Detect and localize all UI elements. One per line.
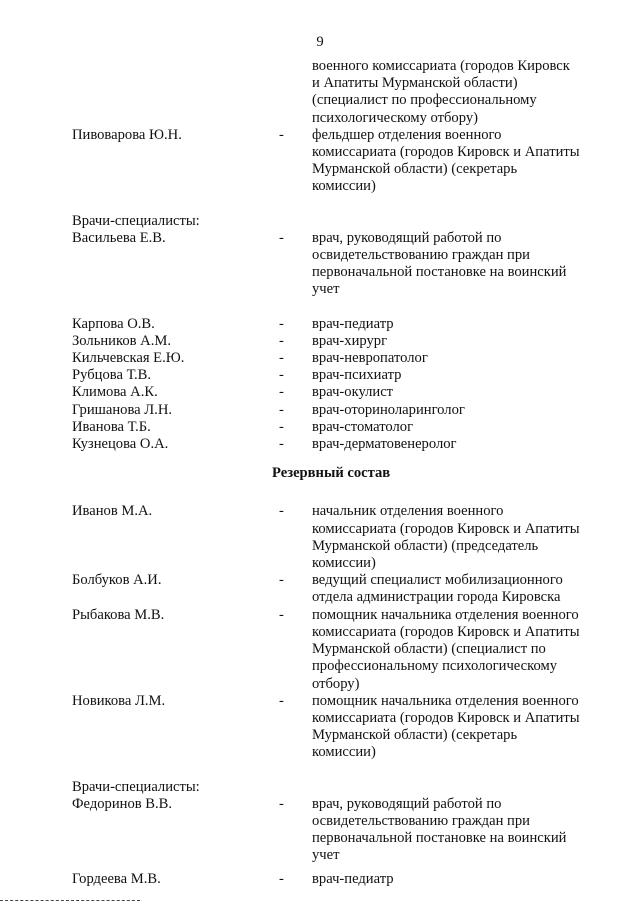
member-name: Кильчевская Е.Ю. bbox=[72, 350, 185, 367]
member-name: Гришанова Л.Н. bbox=[72, 401, 173, 418]
doctor-row bbox=[72, 367, 602, 384]
doctor-row bbox=[72, 871, 602, 888]
member-dash: - bbox=[279, 126, 284, 143]
member-name: Иванова Т.Б. bbox=[72, 418, 151, 435]
reserve-section-title: Резервный состав bbox=[272, 465, 391, 482]
member-row bbox=[72, 796, 602, 865]
doctor-row bbox=[72, 316, 602, 333]
doctors-label: Врачи-специалисты: bbox=[72, 778, 200, 795]
doctor-row bbox=[72, 350, 602, 367]
member-name: Федоринов В.В. bbox=[72, 795, 173, 812]
doctor-row bbox=[72, 419, 602, 436]
member-dash: - bbox=[279, 606, 284, 623]
member-name: Зольников А.М. bbox=[72, 332, 171, 349]
member-dash: - bbox=[279, 870, 284, 887]
scan-artifact-line bbox=[0, 900, 140, 902]
member-role: врач-оториноларинголог bbox=[312, 401, 465, 418]
member-dash: - bbox=[279, 401, 284, 418]
member-name: Кузнецова О.А. bbox=[72, 436, 169, 453]
member-dash: - bbox=[279, 572, 284, 589]
member-role: врач, руководящий работой по освидетельствованию граждан при первоначальной постановке на воинский учет bbox=[312, 229, 567, 298]
continuation-text: военного комиссариата (городов Кировск и Апатиты Мурманской области) (специалист по профессиональному психологическому отбору) bbox=[312, 58, 570, 126]
page-number: 9 bbox=[316, 34, 324, 50]
member-dash: - bbox=[279, 332, 284, 349]
member-dash: - bbox=[279, 384, 284, 401]
member-row bbox=[72, 607, 602, 693]
member-role: врач-стоматолог bbox=[312, 418, 414, 435]
member-role: ведущий специалист мобилизационного отдела администрации города Кировска bbox=[312, 572, 563, 606]
doctor-row bbox=[72, 436, 602, 453]
member-name: Болбуков А.И. bbox=[72, 572, 162, 589]
member-dash: - bbox=[279, 503, 284, 520]
doctor-row bbox=[72, 402, 602, 419]
member-name: Карпова О.В. bbox=[72, 315, 155, 332]
member-dash: - bbox=[279, 418, 284, 435]
member-dash: - bbox=[279, 350, 284, 367]
member-row bbox=[72, 127, 602, 196]
member-dash: - bbox=[279, 436, 284, 453]
member-dash: - bbox=[279, 315, 284, 332]
member-name: Рыбакова М.В. bbox=[72, 606, 165, 623]
member-role: врач-дерматовенеролог bbox=[312, 436, 457, 453]
member-role: помощник начальника отделения военного комиссариата (городов Кировск и Апатиты Мурманской области) (специалист по профессиональному психологическому отбору) bbox=[312, 606, 580, 692]
member-dash: - bbox=[279, 367, 284, 384]
member-role: врач-педиатр bbox=[312, 870, 394, 887]
member-row bbox=[72, 693, 602, 762]
doctor-row bbox=[72, 384, 602, 401]
member-row bbox=[72, 503, 602, 572]
document-content bbox=[72, 58, 602, 888]
member-dash: - bbox=[279, 229, 284, 246]
doctors-label: Врачи-специалисты: bbox=[72, 212, 200, 229]
member-name: Рубцова Т.В. bbox=[72, 367, 152, 384]
continuation-row bbox=[72, 58, 602, 127]
member-name: Пивоварова Ю.Н. bbox=[72, 126, 182, 143]
member-role: врач-хирург bbox=[312, 332, 388, 349]
member-role: начальник отделения военного комиссариата (городов Кировск и Апатиты Мурманской области) (председатель комиссии) bbox=[312, 503, 580, 572]
member-dash: - bbox=[279, 795, 284, 812]
member-role: фельдшер отделения военного комиссариата (городов Кировск и Апатиты Мурманской области) (секретарь комиссии) bbox=[312, 126, 580, 195]
member-role: врач-окулист bbox=[312, 384, 394, 401]
doctor-row bbox=[72, 333, 602, 350]
member-name: Васильева Е.В. bbox=[72, 229, 166, 246]
member-name: Новикова Л.М. bbox=[72, 692, 166, 709]
member-dash: - bbox=[279, 692, 284, 709]
member-name: Иванов М.А. bbox=[72, 503, 153, 520]
member-role: врач, руководящий работой по освидетельствованию граждан при первоначальной постановке на воинский учет bbox=[312, 795, 567, 864]
member-name: Гордеева М.В. bbox=[72, 870, 161, 887]
member-role: врач-психиатр bbox=[312, 367, 402, 384]
member-name: Климова А.К. bbox=[72, 384, 158, 401]
member-row bbox=[72, 230, 602, 299]
member-role: врач-невропатолог bbox=[312, 350, 428, 367]
member-role: помощник начальника отделения военного комиссариата (городов Кировск и Апатиты Мурманской области) (секретарь комиссии) bbox=[312, 692, 580, 761]
member-row bbox=[72, 572, 602, 606]
member-role: врач-педиатр bbox=[312, 315, 394, 332]
